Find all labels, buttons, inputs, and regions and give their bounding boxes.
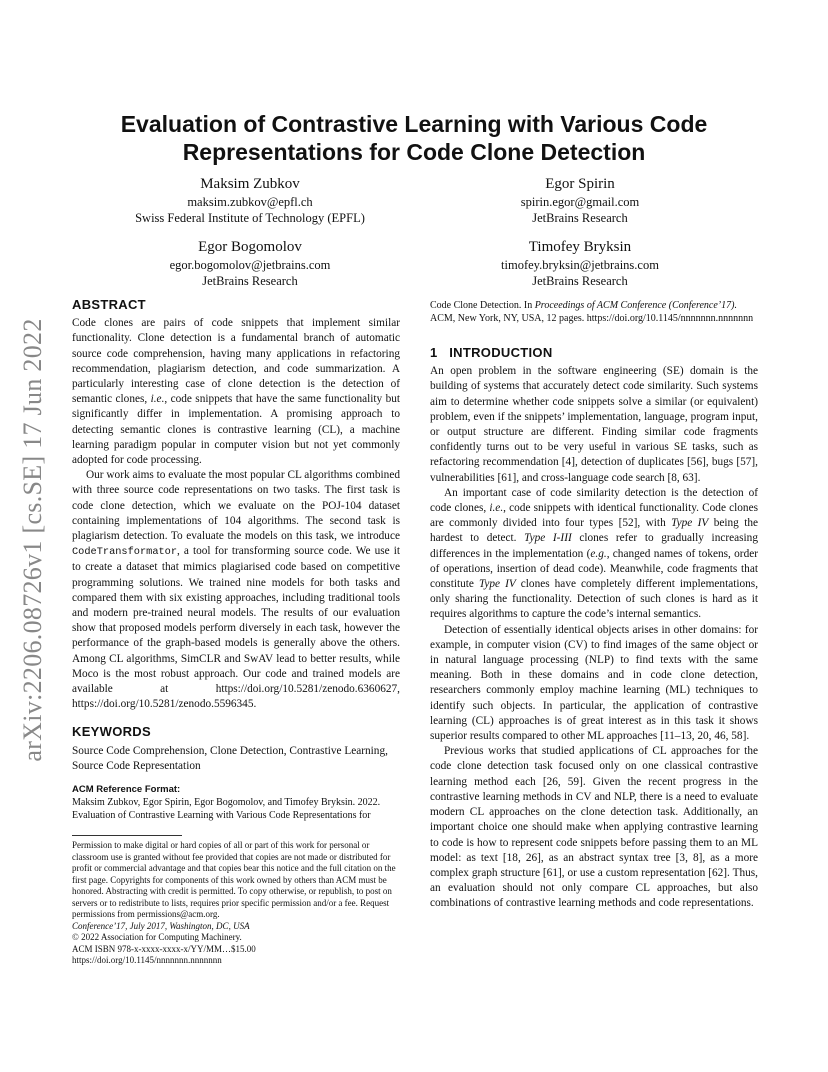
- author-affiliation: JetBrains Research: [532, 211, 628, 225]
- footnote-rule: [72, 835, 182, 836]
- conference-info: Conference’17, July 2017, Washington, DC, USA: [72, 920, 250, 931]
- abstract-text: i.e.: [150, 393, 165, 406]
- author-name: Timofey Bryksin: [528, 239, 632, 255]
- author-block: [100, 237, 400, 289]
- intro-text: i.e.: [489, 502, 504, 515]
- author-affiliation: JetBrains Research: [532, 274, 628, 288]
- intro-paragraph: An open problem in the software engineering (SE) domain is the building of systems that accurately detect code similarity. Such systems aim to determine whether code snippets solve a similar (or equivalent) problem, even if the snippets’ implementation, language, program input, or output structure are different. Finding similar code fragments confidently turns out to be very useful in various SE tasks, such as refactoring recommendation [4], detection of duplicates [56], bugs [57], vulnerabilities [61], and cross-language code search [8, 63].: [430, 365, 758, 484]
- intro-paragraph: Detection of essentially identical objects arises in other domains: for example, in computer vision (CV) to find images of the same object or in natural language processing (NLP) to find texts with the same meaning. Both in these domains and in code clone detection, researchers commonly employ machine learning (ML) techniques to identify such objects. In particular, the application of contrastive learning (CL) approaches is of great interest as in this task it shows superior results compared to other ML approaches [11–13, 20, 46, 58].: [430, 623, 758, 743]
- permission-block: [72, 840, 402, 967]
- right-column: [430, 299, 758, 912]
- author-block: [430, 174, 730, 226]
- abstract-paragraph: [72, 468, 400, 712]
- abstract-text: Code clones are pairs of code snippets that implement similar functionality. Clone detection is a fundamental branch of automatic source code comprehension, having many applications in refactoring recommendation, plagiarism detection, and code summarization. A particularly interesting case of clone detection is the detection of semantic clones,: [72, 317, 400, 406]
- author-block: [430, 237, 730, 289]
- author-email[interactable]: egor.bogomolov@jetbrains.com: [169, 258, 331, 272]
- author-email[interactable]: maksim.zubkov@epfl.ch: [187, 195, 313, 209]
- intro-text: An important case of code similarity detection is the detection of code clones,: [430, 486, 758, 515]
- intro-text: , code snippets with identical functionality. Code clones are commonly divided into four types [52], with: [430, 502, 758, 530]
- intro-text: , changed names of tokens, order of operations, insertion of dead code). Meanwhile, code fragments that constitute: [430, 547, 758, 591]
- acm-reference-text: ACM, New York, NY, USA, 12 pages. https://doi.org/10.1145/nnnnnnn.nnnnnnn: [430, 313, 754, 324]
- intro-text: clones refer to gradually increasing differences in the implementation (: [430, 532, 758, 560]
- abstract-heading: ABSTRACT: [72, 297, 146, 312]
- acm-reference-text: Code Clone Detection. In: [430, 300, 535, 311]
- introduction-heading: 1 INTRODUCTION: [430, 345, 553, 360]
- abstract-text: Our work aims to evaluate the most popular CL algorithms combined with three source code representations on two tasks. The first task is code clone detection, which we evaluate on the POJ-104 dataset containing implementations of 104 algorithms. The second task is plagiarism detection. To evaluate the models on this task, we introduce: [72, 469, 400, 543]
- intro-text: Type I-III: [524, 532, 572, 545]
- author-affiliation: JetBrains Research: [202, 274, 298, 288]
- keywords-text: Source Code Comprehension, Clone Detection, Contrastive Learning, Source Code Representation: [72, 744, 388, 772]
- author-affiliation: Swiss Federal Institute of Technology (EPFL): [135, 211, 365, 225]
- intro-text: e.g.: [590, 547, 607, 560]
- isbn-text: ACM ISBN 978-x-xxxx-xxxx-x/YY/MM…$15.00: [72, 943, 256, 954]
- left-column: [72, 297, 400, 822]
- abstract-text: , code snippets that have the same functionality but significantly differ in implementation. A promising approach to detecting semantic clones is contrastive learning (CL), a machine learning paradigm popular in computer vision but not yet commonly adopted for code processing.: [72, 393, 401, 467]
- acm-reference-continued: [430, 299, 758, 325]
- abstract-paragraph: [72, 316, 400, 468]
- intro-text: Type IV: [671, 517, 709, 530]
- abstract-text: , a tool for transforming source code. We use it to create a dataset that mimics plagiarised code based on competitive programming solutions. We trained nine models for both tasks and compared them with six existing approaches, including traditional tools and modern pre-trained neural models. The results of our evaluation show that proposed models perform diversely in each task, however the performance of the graph-based models is generally above the others. Among CL algorithms, SimCLR and SwAV lead to better results, while Moco is the most robust approach. Our code and trained models are available at https://doi.org/10.5281/zenodo.6360627, https://doi.org/10.5281/zenodo.5596345.: [72, 545, 400, 711]
- doi-text[interactable]: https://doi.org/10.1145/nnnnnnn.nnnnnnn: [72, 955, 222, 965]
- author-block: [100, 174, 400, 226]
- copyright-text: © 2022 Association for Computing Machinery.: [72, 932, 242, 942]
- author-email[interactable]: spirin.egor@gmail.com: [520, 195, 640, 209]
- tool-name: CodeTransformator: [72, 546, 178, 559]
- arxiv-stamp-text: arXiv:2206.08726v1 [cs.SE] 17 Jun 2022: [18, 318, 47, 762]
- author-email[interactable]: timofey.bryksin@jetbrains.com: [501, 258, 659, 272]
- intro-paragraph: [430, 486, 758, 623]
- acm-reference-heading: ACM Reference Format:: [72, 784, 181, 796]
- venue-name: Proceedings of ACM Conference (Conference’17).: [534, 300, 737, 311]
- intro-text: being the hardest to detect.: [430, 517, 758, 545]
- author-name: Maksim Zubkov: [200, 176, 300, 192]
- keywords-heading: KEYWORDS: [72, 724, 151, 740]
- permission-text: Permission to make digital or hard copies of all or part of this work for personal or classroom use is granted without fee provided that copies are not made or distributed for profit or commercial advantage and that copies bear this notice and the full citation on the first page. Copyrights for components of this work owned by others than ACM must be honored. Abstracting with credit is permitted. To copy otherwise, or republish, to post on servers or to redistribute to lists, requires prior specific permission and/or a fee. Request permissions from permissions@acm.org.: [72, 840, 396, 919]
- paper-title: Evaluation of Contrastive Learning with Various Code Representations for Code Clone Detection: [120, 111, 708, 165]
- acm-reference-text: Maksim Zubkov, Egor Spirin, Egor Bogomolov, and Timofey Bryksin. 2022. Evaluation of Contrastive Learning with Various Code Representations for: [72, 797, 381, 822]
- intro-text: clones have completely different implementations, only sharing the functionality. Detection of such clones is hard as it requires algorithms to capture the code’s internal semantics.: [430, 578, 759, 621]
- author-name: Egor Bogomolov: [198, 239, 302, 255]
- intro-paragraph: Previous works that studied applications of CL approaches for the code clone detection task focused only on one classical contrastive learning method each [26, 59]. Given the recent progress in the contrastive learning methods in CV and NLP, there is a need to evaluate modern CL approaches on the clone detection task. Additionally, an important choice one should make when applying contrastive learning to code is how to represent code snippets before passing them to an ML model: as text [18, 26], as an abstract syntax tree [3, 8], as a more complex graph structure [61], or use a custom representation [62]. Thus, an evaluation should not only compare CL approaches, but also combinations of contrastive learning methods and code representations.: [430, 745, 758, 910]
- arxiv-identifier-stamp: [18, 295, 48, 785]
- intro-text: Type IV: [478, 578, 516, 591]
- author-name: Egor Spirin: [545, 176, 615, 192]
